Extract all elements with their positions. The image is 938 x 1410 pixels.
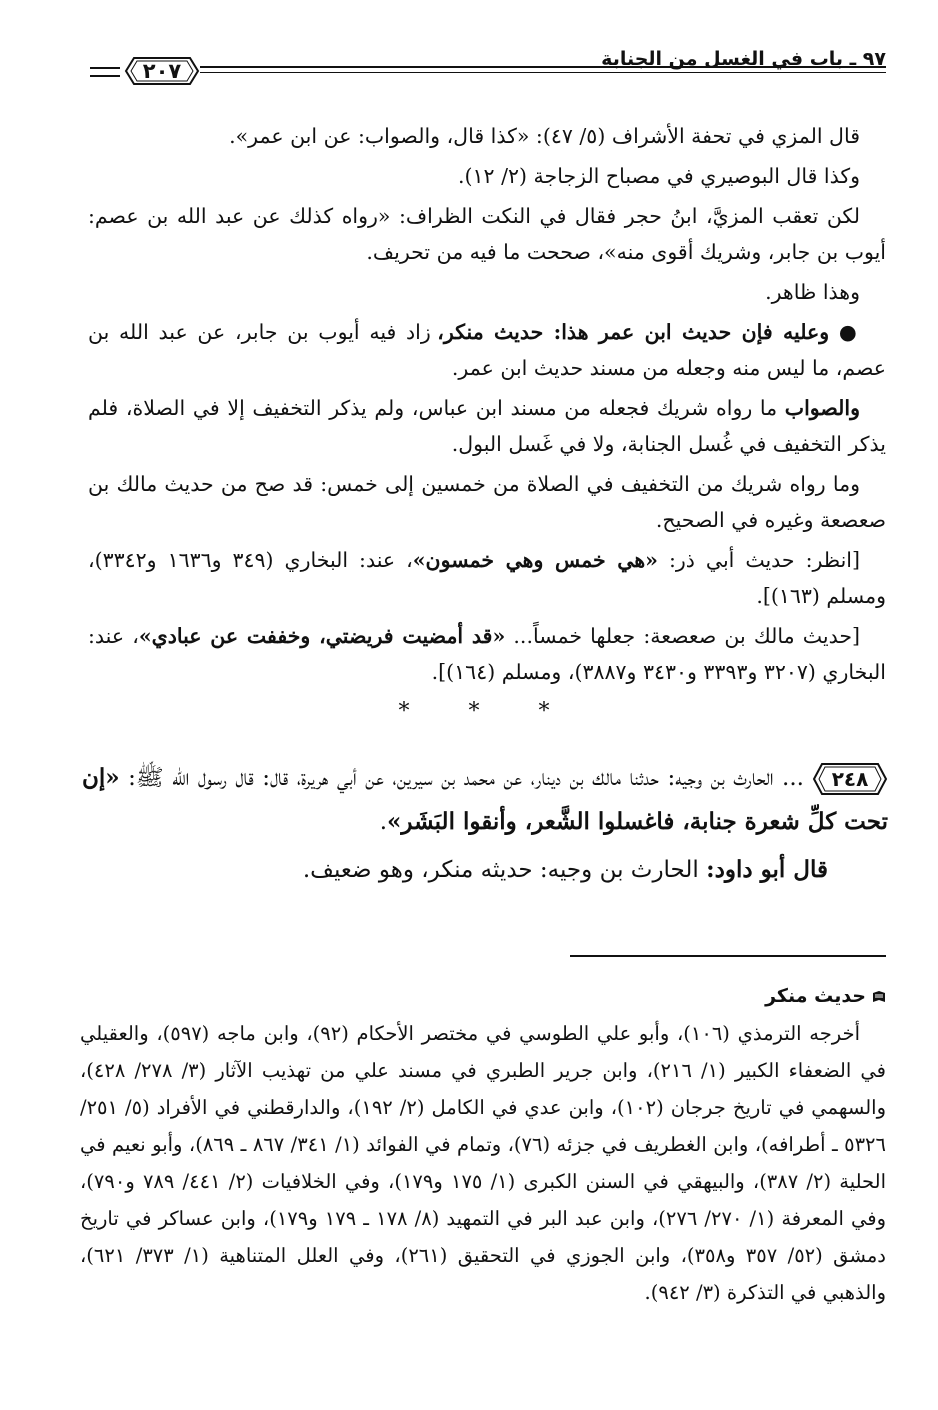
paragraph — [88, 618, 886, 690]
header-rule — [200, 66, 886, 73]
hadith-isnad: ... الحارث بن وجيه: حدثنا مالك بن دينار، عن محمد بن سيرين، عن أبي هريرة، قال: قال رسول الله ﷺ: — [119, 765, 804, 791]
bullet-icon: ● — [838, 320, 860, 344]
ref-pre: [حديث مالك بن صعصعة: جعلها خمساً... — [505, 624, 860, 648]
correct-bold: والصواب — [784, 396, 860, 420]
paragraph — [88, 542, 886, 614]
main-text — [88, 118, 886, 734]
hadith-matn: «إن تحت كلِّ شعرة جنابة، فاغسلوا الشَّعر، وأنقوا البَشَر» — [82, 764, 888, 835]
footnote-heading-text: حديث منكر — [765, 985, 866, 1007]
paragraph — [88, 390, 886, 462]
ornament-lines — [90, 67, 120, 77]
footnote-heading — [80, 978, 886, 1015]
paragraph: وهذا ظاهر. — [765, 280, 860, 304]
paragraph: وكذا قال البوصيري في مصباح الزجاجة (٢/ ١٢). — [458, 164, 860, 188]
footnotes — [80, 978, 886, 1311]
hadith-number-frame — [812, 762, 888, 796]
abu-dawud-comment — [82, 848, 888, 892]
book-icon — [872, 990, 886, 1004]
ref-pre: [انظر: حديث أبي ذر: — [657, 548, 860, 572]
hadith-number: ٢٤٨ — [831, 767, 869, 791]
correct-text: ما رواه شريك فجعله من مسند ابن عباس، ولم يذكر التخفيف إلا في الصلاة، فلم يذكر التخفيف في غُسل الجنابة، ولا في غَسل البول. — [88, 396, 886, 456]
page-number-frame — [124, 56, 200, 86]
ref-rest: ، عند: البخاري (٣٤٩ و١٦٣٦ و٣٣٤٢)، ومسلم (١٦٣)]. — [88, 548, 886, 608]
running-title: ٩٧ ـ باب في الغسل من الجنابة — [601, 48, 886, 70]
ref-quote: «قد أمضيت فريضتي، وخففت عن عبادي» — [138, 624, 506, 648]
paragraph: لكن تعقب المزيَّ، ابنُ حجر فقال في النكت الظراف: «رواه كذلك عن عبد الله بن عصم: أيوب بن جابر، وشريك أقوى منه»، صححت ما فيه من تحريف. — [88, 204, 886, 264]
hadith-block — [82, 756, 888, 892]
footnote-rule — [570, 955, 886, 957]
paragraph: قال المزي في تحفة الأشراف (٥/ ٤٧): «كذا قال، والصواب: عن ابن عمر». — [229, 124, 860, 148]
paragraph: وما رواه شريك من التخفيف في الصلاة من خمسين إلى خمس: قد صح من حديث مالك بن صعصعة وغيره في الصحيح. — [88, 472, 886, 532]
paragraph — [88, 314, 886, 386]
footnote-text: أخرجه الترمذي (١٠٦)، وأبو علي الطوسي في مختصر الأحكام (٩٢)، وابن ماجه (٥٩٧)، والعقيلي في الضعفاء الكبير (١/ ٢١٦)، وابن جرير الطبري في مسند علي من تهذيب الآثار (٣/ ٢٧٨/ ٤٢٨)، والسهمي في تاريخ جرجان (١٠٢)، وابن عدي في الكامل (٢/ ١٩٢)، والدارقطني في الأفراد (٥/ ٢٥١/ ٥٣٢٦ ـ أطرافه)، وابن الغطريف في جزئه (٧٦)، وتمام في الفوائد (١/ ٣٤١/ ٨٦٧ ـ ٨٦٩)، وأبو نعيم في الحلية (٢/ ٣٨٧)، والبيهقي في السنن الكبرى (١/ ١٧٥ و١٧٩)، وفي الخلافيات (٢/ ٤٤١/ ٧٨٩ و٧٩٠)، وفي المعرفة (١/ ٢٧٠/ ٢٧٦)، وابن عبد البر في التمهيد (٨/ ١٧٨ ـ ١٧٩ و١٧٩)، وابن عساكر في تاريخ دمشق (٥٢/ ٣٥٧ و٣٥٨)، وابن الجوزي في التحقيق (٢٦١)، وفي العلل المتناهية (١/ ٣٧٣/ ٦٢١)، والذهبي في التذكرة (٣/ ٩٤٢). — [80, 1022, 887, 1304]
page-number-ornament — [90, 56, 202, 88]
ruling-bold: وعليه فإن حديث ابن عمر هذا: حديث منكر، — [437, 320, 830, 344]
ref-quote: «هي خمس وهي خمسون» — [412, 548, 658, 572]
abu-dawud-label: قال أبو داود: — [706, 856, 828, 883]
page-number: ٢٠٧ — [142, 59, 182, 83]
ref-rest: ، عند: البخاري (٣٢٠٧ و٣٣٩٣ و٣٤٣٠ و٣٨٨٧)، ومسلم (١٦٤)]. — [88, 624, 886, 684]
abu-dawud-text: الحارث بن وجيه: حديثه منكر، وهو ضعيف. — [302, 857, 707, 883]
hadith-text — [82, 756, 888, 844]
ruling-text: زاد فيه أيوب بن جابر، عن عبد الله بن عصم، ما ليس منه وجعله من مسند حديث ابن عمر. — [88, 320, 886, 380]
hadith-end: . — [379, 809, 388, 835]
section-separator: * * * — [398, 699, 576, 724]
